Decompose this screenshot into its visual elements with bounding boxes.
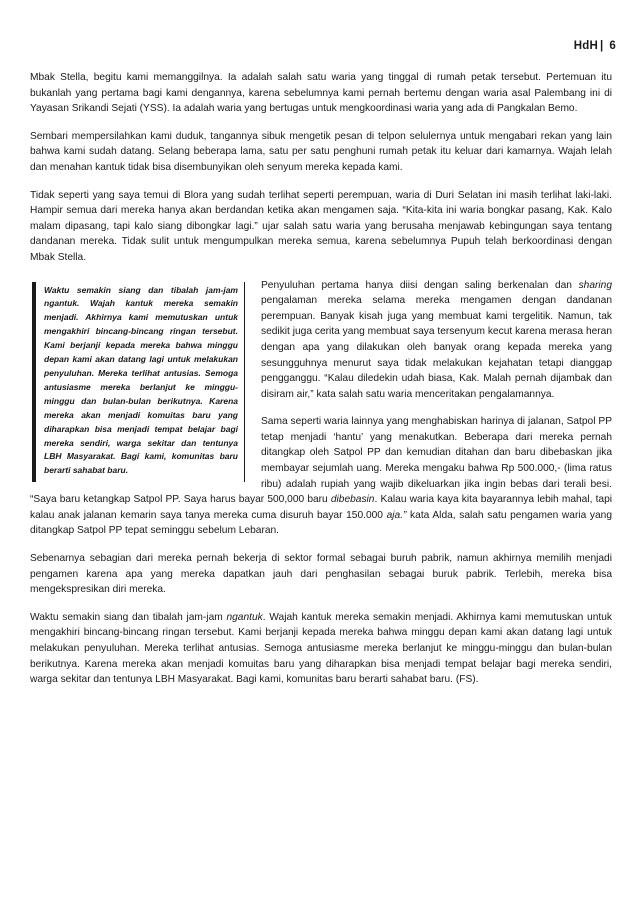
paragraph-5-text-c: kata Alda, salah satu pengamen waria yang ditangkap Satpol PP tepat seminggu sebelum Lebaran. xyxy=(30,509,612,537)
header-label: HdH xyxy=(573,40,598,52)
paragraph-2: Sembari mempersilahkan kami duduk, tangannya sibuk mengetik pesan di telpon selulernya untuk mengabari rekan yang lain bahwa kami sudah datang. Selang beberapa lama, satu per satu penghuni rumah petak itu keluar dari kamarnya. Wajah lelah dan menahan kantuk tidak bisa disembunyikan oleh senyum mereka kepada kami. xyxy=(30,130,612,173)
paragraph-4-text-b: pengalaman mereka selama mereka mengamen dengan dandanan perempuan. Banyak kisah juga yang membuat kami tergelitik. Namun, tak sedikit juga cerita yang membuat saya tersenyum kecut karena merasa heran dengan apa yang dilakukan oleh banyak orang kepada mereka yang sesungguhnya menurut saya tidak melakukan kejahatan tetapi dianggap pengganggu. “Kalau diledekin udah biasa, Kak. Malah pernah dijambak dan disiram air,” kata salah satu waria menceritakan pengalamannya. xyxy=(261,295,612,400)
page-header xyxy=(574,40,616,52)
paragraph-7-text-b: . Wajah kantuk mereka semakin menjadi. Akhirnya kami memutuskan untuk mengakhiri bincang-bincang ringan tersebut. Kami berjanji kepada mereka bahwa minggu depan kami akan datang lagi untuk melakukan penyuluhan. Mereka terlihat antusias. Semoga antusiasme mereka berlanjut ke minggu-minggu dan bulan-bulan berikutnya. Karena mereka akan menjadi komuitas baru yang diharapkan bisa menjadi tempat belajar bagi mereka sendiri, warga sekitar dan tentunya LBH Masyarakat. Bagi kami, komunitas baru berarti sahabat baru. (FS). xyxy=(30,611,612,686)
paragraph-5-emphasis-2: aja.” xyxy=(386,509,407,521)
paragraph-7-text-a: Waktu semakin siang dan tibalah jam-jam xyxy=(30,611,227,623)
paragraph-7 xyxy=(30,610,612,688)
page-number: 6 xyxy=(609,40,616,52)
paragraph-3: Tidak seperti yang saya temui di Blora yang sudah terlihat seperti perempuan, waria di Duri Selatan ini masih terlihat laki-laki. Hampir semua dari mereka hanya akan berdandan ketika akan mengamen saja. “Kita-kita ini waria bongkar pasang, Kak. Kalo malam dipasang, tapi kalo siang dibongkar lagi.” ujar salah satu waria yang berusaha menjawab kebingungan saya tentang dandanan mereka. Tidak sulit untuk mengumpulkan mereka semua, karena sebelumnya Pupuh telah berkoordinasi dengan Mbak Stella. xyxy=(30,189,612,263)
paragraph-5-text-b: . Kalau waria kaya kita bayarannya lebih mahal, tapi kalau anak jalanan kemarin saya tanya mereka cuma disuruh bayar 150.000 xyxy=(30,494,613,521)
pull-quote-text: Waktu semakin siang dan tibalah jam-jam ngantuk. Wajah kantuk mereka semakin menjadi. Akhirnya kami memutuskan untuk mengakhiri bincang-bincang ringan tersebut. Kami berjanji kepada mereka bahwa minggu depan kami akan datang lagi untuk melakukan penyuluhan. Mereka terlihat antusias. Semoga antusiasme mereka berlanjut ke minggu-minggu dan bulan-bulan berikutnya. Karena mereka akan menjadi komuitas baru yang diharapkan bisa menjadi tempat belajar bagi mereka sendiri, warga sekitar dan tentunya LBH Masyarakat. Bagi kami, komunitas baru berarti sahabat baru. xyxy=(44,284,238,476)
paragraph-4-emphasis: sharing xyxy=(578,279,612,291)
header-separator: | xyxy=(599,40,604,52)
paragraph-5-text-a: Sama seperti waria lainnya yang menghabiskan harinya di jalanan, Satpol PP tetap menjadi ‘hantu’ yang menakutkan. Beberapa dari mereka pernah ditangkap oleh Satpol PP dan kemudian ditahan dan baru dibebaskan jika membayar sejumlah uang. Mereka mengaku bahwa Rp 500.000,- (lima ratus ribu) adalah rupiah yang wajib dikeluarkan jika ingin bebas dari terali besi. “Saya baru ketangkap Satpol PP. Saya harus bayar 500,000 baru xyxy=(30,416,612,506)
paragraph-1: Mbak Stella, begitu kami memanggilnya. Ia adalah salah satu waria yang tinggal di rumah petak tersebut. Pertemuan itu bukanlah yang pertama bagi kami dengannya, karena sebelumnya kami pernah bertemu dengan waria asal Palembang ini di Yayasan Srikandi Sejati (YSS). Ia adalah waria yang bertugas untuk mengkoordinasi waria yang ada di Pangkalan Bemo. xyxy=(30,72,612,115)
paragraph-6: Sebenarnya sebagian dari mereka pernah bekerja di sektor formal sebagai buruh pabrik, namun akhirnya memilih menjadi pengamen karena apa yang mereka dapatkan jauh dari penghasilan sebagai buruk pabrik. Terlebih, mereka bisa mengekspresikan diri mereka. xyxy=(30,553,612,596)
paragraph-4-text-a: Penyuluhan pertama hanya diisi dengan saling berkenalan dan xyxy=(261,279,579,291)
paragraph-5-emphasis-1: dibebasin xyxy=(330,494,375,506)
pull-quote xyxy=(32,282,245,483)
article-body xyxy=(30,70,612,700)
paragraph-7-emphasis: ngantuk xyxy=(226,611,263,623)
